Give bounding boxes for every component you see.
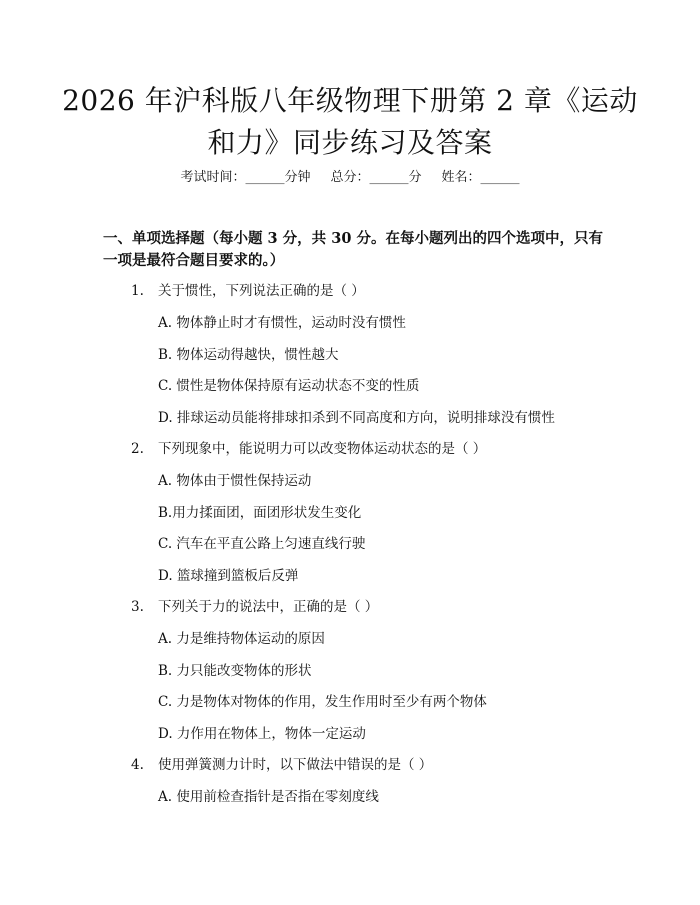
question-number: 4. — [131, 757, 144, 773]
question-1-option-b: B. 物体运动得越快，惯性越大 — [158, 347, 339, 363]
question-3-option-c: C. 力是物体对物体的作用，发生作用时至少有两个物体 — [158, 694, 487, 710]
total-score-field: 总分：______分 — [330, 170, 422, 185]
document-title: 2026 年沪科版八年级物理下册第 2 章《运动和力》同步练习及答案 — [62, 84, 638, 159]
exam-time-field: 考试时间：______分钟 — [180, 170, 311, 185]
question-number: 3. — [131, 599, 144, 615]
question-stem: 下列关于力的说法中，正确的是（ ） — [158, 599, 379, 615]
question-1-option-d: D. 排球运动员能将排球扣杀到不同高度和方向，说明排球没有惯性 — [158, 410, 555, 426]
question-stem: 下列现象中，能说明力可以改变物体运动状态的是（ ） — [158, 441, 487, 457]
question-number: 1. — [131, 283, 144, 299]
question-1-option-a: A. 物体静止时才有惯性，运动时没有惯性 — [158, 315, 406, 331]
section-heading: 一、单项选择题（每小题 3 分，共 30 分。在每小题列出的四个选项中，只有一项是最符合题目要求的。） — [103, 230, 603, 269]
exam-info-line — [0, 168, 700, 188]
question-2-option-c: C. 汽车在平直公路上匀速直线行驶 — [158, 536, 366, 552]
question-2 — [131, 439, 486, 459]
question-2-option-a: A. 物体由于惯性保持运动 — [158, 473, 312, 489]
question-4 — [131, 755, 432, 775]
question-2-option-d: D. 篮球撞到篮板后反弹 — [158, 568, 299, 584]
question-3-option-a: A. 力是维持物体运动的原因 — [158, 631, 325, 647]
question-1 — [131, 281, 365, 301]
question-3-option-b: B. 力只能改变物体的形状 — [158, 663, 312, 679]
question-4-option-a: A. 使用前检查指针是否指在零刻度线 — [158, 789, 379, 805]
question-3 — [131, 597, 378, 617]
question-stem: 使用弹簧测力计时，以下做法中错误的是（ ） — [158, 757, 433, 773]
question-2-option-b: B.用力揉面团，面团形状发生变化 — [158, 505, 362, 521]
student-name-field: 姓名：______ — [441, 170, 520, 185]
question-stem: 关于惯性，下列说法正确的是（ ） — [158, 283, 365, 299]
question-number: 2. — [131, 441, 144, 457]
question-3-option-d: D. 力作用在物体上，物体一定运动 — [158, 726, 366, 742]
question-1-option-c: C. 惯性是物体保持原有运动状态不变的性质 — [158, 378, 420, 394]
